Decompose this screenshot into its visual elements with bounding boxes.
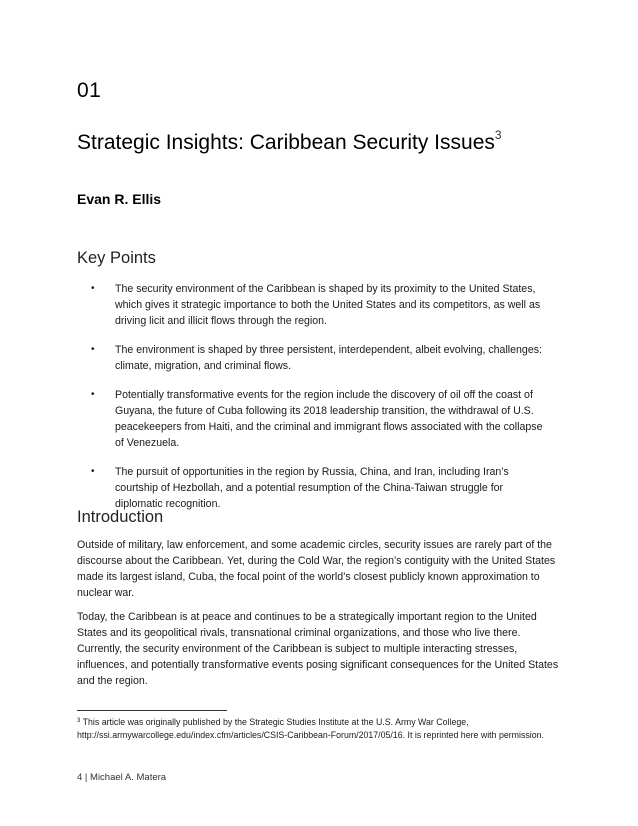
list-item (77, 342, 547, 374)
chapter-number: 01 (77, 79, 102, 102)
list-item (77, 281, 547, 329)
footnote-number: 3 (77, 718, 81, 724)
footnote (77, 715, 557, 742)
footnote-divider (77, 710, 227, 711)
list-item-text: The pursuit of opportunities in the region by Russia, China, and Iran, including Iran’s courtship of Hezbollah, and a potential resumption of the China-Taiwan struggle for diplomatic recognition. (115, 466, 509, 510)
key-points-list (77, 281, 547, 525)
list-item (77, 387, 547, 451)
chapter-title-text: Strategic Insights: Caribbean Security Issues (77, 131, 495, 154)
footnote-reference[interactable]: 3 (494, 128, 502, 142)
list-item-text: Potentially transformative events for the region include the discovery of oil off the coast of Guyana, the future of Cuba following its 2018 leadership transition, the withdrawal of U.S. peacekeepers from Haiti, and the criminal and immigrant flows associated with the collapse of Venezuela. (115, 389, 543, 449)
bullet-icon: • (91, 466, 95, 477)
page-footer: 4 | Michael A. Matera (77, 772, 167, 783)
bullet-icon: • (91, 344, 95, 355)
bullet-icon: • (91, 389, 95, 400)
bullet-icon: • (91, 283, 95, 294)
introduction-paragraph: Today, the Caribbean is at peace and continues to be a strategically important region to the United States and its geopolitical rivals, transnational criminal organizations, and those who live there. Currently, the security environment of the Caribbean is subject to multiple interacting stresses, influences, and potentially transformative events posing significant consequences for the United States and the region. (77, 611, 559, 687)
chapter-title (77, 121, 557, 157)
list-item-text: The environment is shaped by three persistent, interdependent, albeit evolving, challenges: climate, migration, and criminal flows. (115, 344, 542, 372)
introduction-heading: Introduction (77, 508, 164, 526)
list-item (77, 464, 547, 512)
introduction-paragraph: Outside of military, law enforcement, and some academic circles, security issues are rarely part of the discourse about the Caribbean. Yet, during the Cold War, the region’s contiguity with the United States made its largest island, Cuba, the focal point of the world’s closest publicly known approximation to nuclear war. (77, 539, 556, 599)
list-item-text: The security environment of the Caribbean is shaped by its proximity to the United States, which gives it strategic importance to both the United States and its competitors, as well as driving licit and illicit flows through the region. (115, 283, 541, 327)
author-name: Evan R. Ellis (77, 191, 162, 207)
footnote-text: This article was originally published by the Strategic Studies Institute at the U.S. Army War College, http://ssi.armywarcollege.edu/index.cfm/articles/CSIS-Caribbean-Forum/2017/05/16. It is reprinted here with permission. (77, 717, 544, 740)
key-points-heading: Key Points (77, 249, 156, 267)
